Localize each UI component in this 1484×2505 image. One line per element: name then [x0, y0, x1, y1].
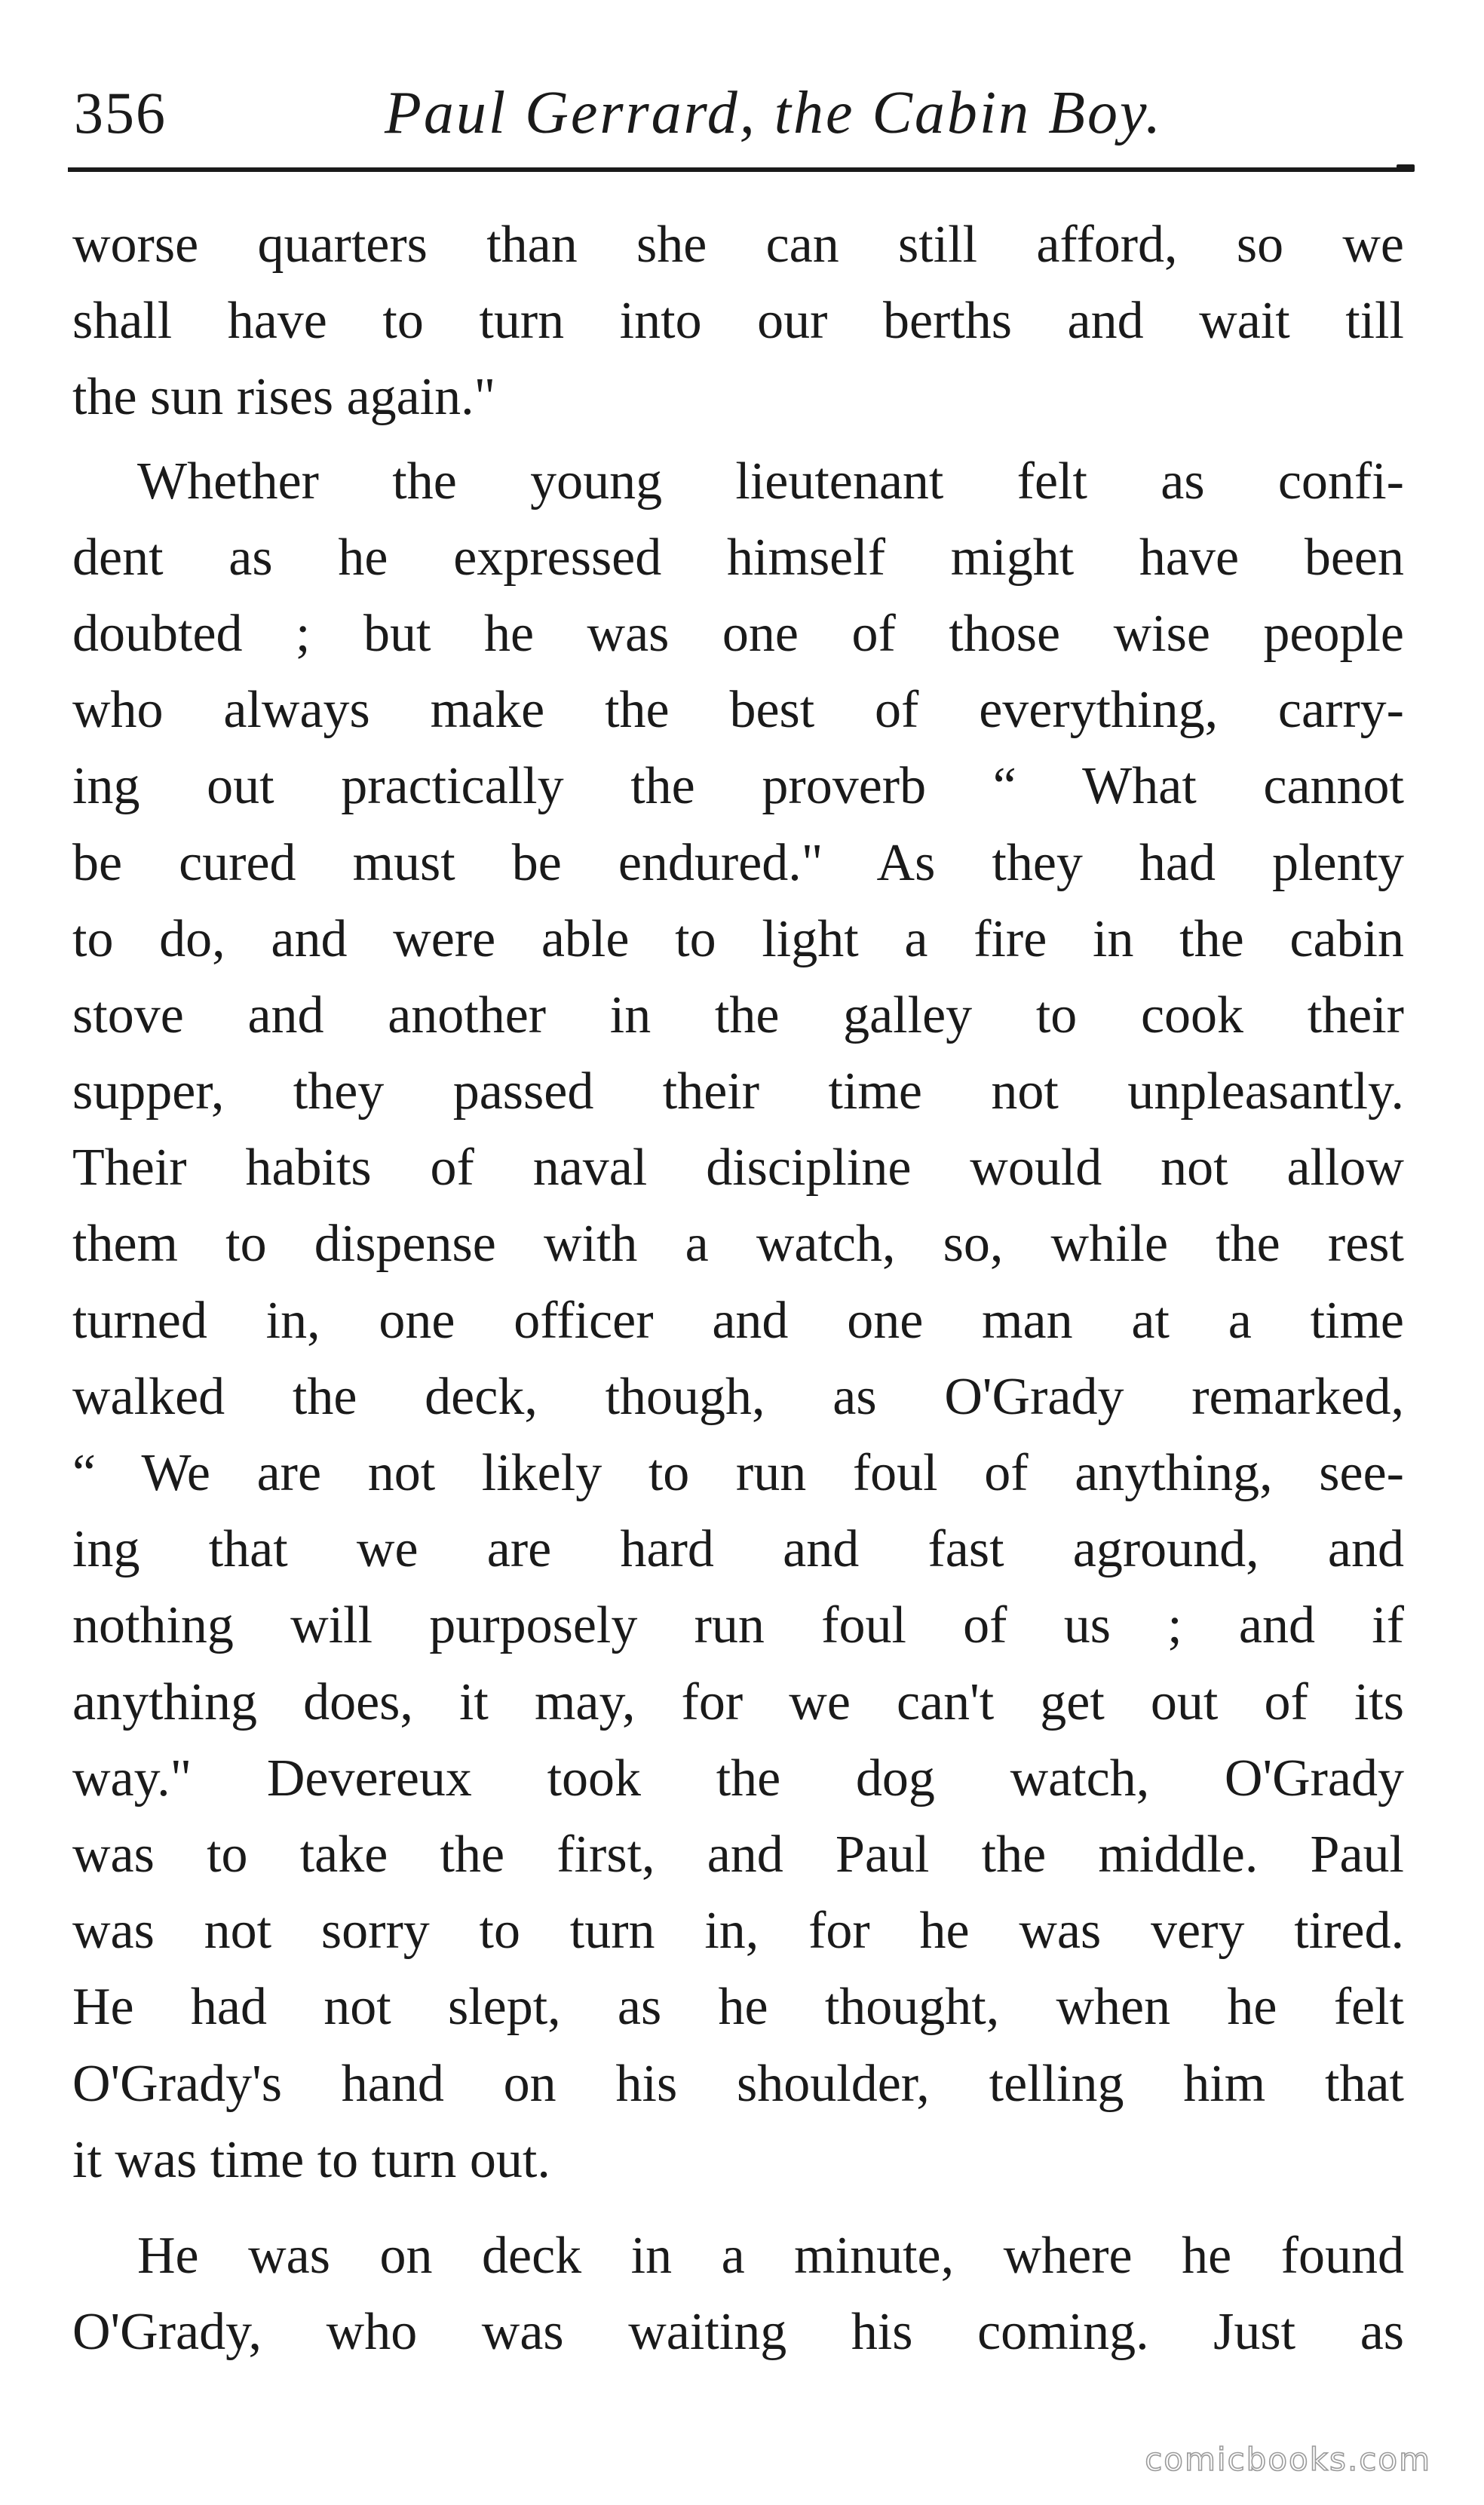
text-line: to do, and were able to light a fire in the cabin [72, 909, 1404, 968]
text-line: shall have to turn into our berths and wait till [72, 292, 1404, 351]
text-line: was not sorry to turn in, for he was very tired. [72, 1902, 1404, 1961]
header-rule [68, 167, 1410, 172]
text-line: be cured must be endured." As they had plenty [72, 833, 1404, 892]
text-line: supper, they passed their time not unpleasantly. [72, 1062, 1404, 1121]
text-line: who always make the best of everything, carry- [72, 681, 1404, 740]
text-line: Their habits of naval discipline would not allow [72, 1139, 1404, 1197]
running-title: Paul Gerrard, the Cabin Boy. [385, 80, 1164, 146]
paragraph-1 [72, 207, 1404, 436]
page-header [68, 68, 1410, 151]
paragraph-3 [72, 2218, 1404, 2370]
text-line: way." Devereux took the dog watch, O'Grady [72, 1749, 1404, 1807]
text-line: stove and another in the galley to cook their [72, 986, 1404, 1044]
text-line: ing that we are hard and fast aground, and [72, 1520, 1404, 1579]
text-line: was to take the first, and Paul the middle. Paul [72, 1825, 1404, 1884]
text-line: ing out practically the proverb “ What cannot [72, 757, 1404, 816]
paragraph-2 [72, 443, 1404, 2198]
text-line: He had not slept, as he thought, when he felt [72, 1978, 1404, 2037]
text-line: anything does, it may, for we can't get out of its [72, 1673, 1404, 1731]
text-line: nothing will purposely run foul of us ; and if [72, 1596, 1404, 1655]
text-line: O'Grady, who was waiting his coming. Just as [72, 2303, 1404, 2362]
text-line: it was time to turn out. [72, 2130, 550, 2189]
watermark: comicbooks.com [1145, 2441, 1431, 2478]
text-line: O'Grady's hand on his shoulder, telling him that [72, 2054, 1404, 2113]
text-line: Whether the young lieutenant felt as confi- [137, 452, 1404, 511]
text-line: the sun rises again." [72, 368, 496, 427]
body-text [72, 207, 1404, 2370]
text-line: dent as he expressed himself might have been [72, 528, 1404, 587]
text-line: them to dispense with a watch, so, while the rest [72, 1215, 1404, 1274]
text-line: worse quarters than she can still afford, so we [72, 216, 1404, 274]
page-number: 356 [74, 80, 167, 146]
text-line: walked the deck, though, as O'Grady remarked, [72, 1367, 1404, 1426]
text-line: “ We are not likely to run foul of anything, see- [72, 1444, 1404, 1502]
text-line: He was on deck in a minute, where he found [137, 2226, 1404, 2285]
text-line: doubted ; but he was one of those wise people [72, 604, 1404, 663]
text-line: turned in, one officer and one man at a time [72, 1291, 1404, 1350]
